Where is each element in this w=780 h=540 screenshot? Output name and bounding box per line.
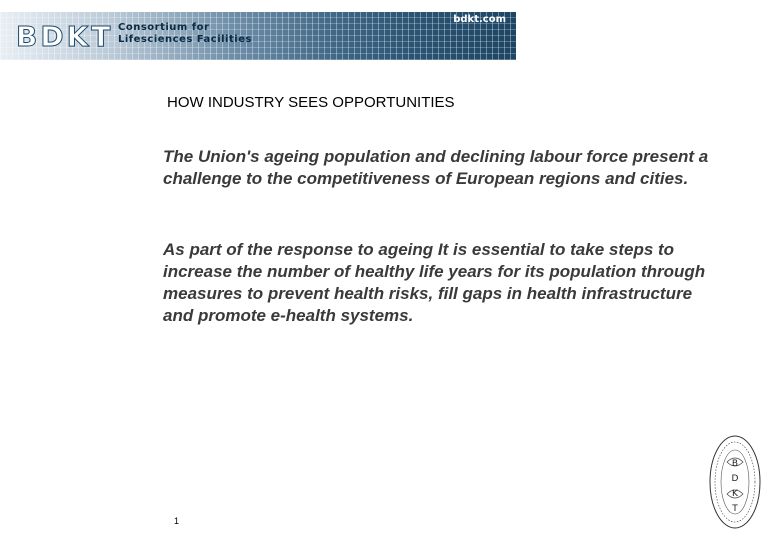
seal-letter-k: K <box>732 489 738 499</box>
banner-subtitle <box>118 22 288 46</box>
slide-heading: HOW INDUSTRY SEES OPPORTUNITIES <box>167 94 455 111</box>
page-number: 1 <box>174 516 180 526</box>
banner-subtitle-line2: Lifesciences Facilities <box>118 34 252 45</box>
header-banner <box>0 12 516 60</box>
paragraph-ageing-population: The Union's ageing population and declining labour force present a challenge to the competitiveness of European regions and cities. <box>163 147 709 188</box>
seal-letter-t: T <box>732 504 738 514</box>
paragraph-response-to-ageing: As part of the response to ageing It is essential to take steps to increase the number of healthy life years for its population through measures to prevent health risks, fill gaps in health infrastructure and promote e-health systems. <box>163 240 706 325</box>
banner-subtitle-line1: Consortium for <box>118 22 210 33</box>
bdkt-seal-icon <box>707 432 763 532</box>
seal-letter-b: B <box>731 459 739 469</box>
seal-letter-d: D <box>731 474 739 484</box>
banner-url: bdkt.com <box>453 14 506 25</box>
bdkt-logo: BDKT <box>16 20 114 53</box>
